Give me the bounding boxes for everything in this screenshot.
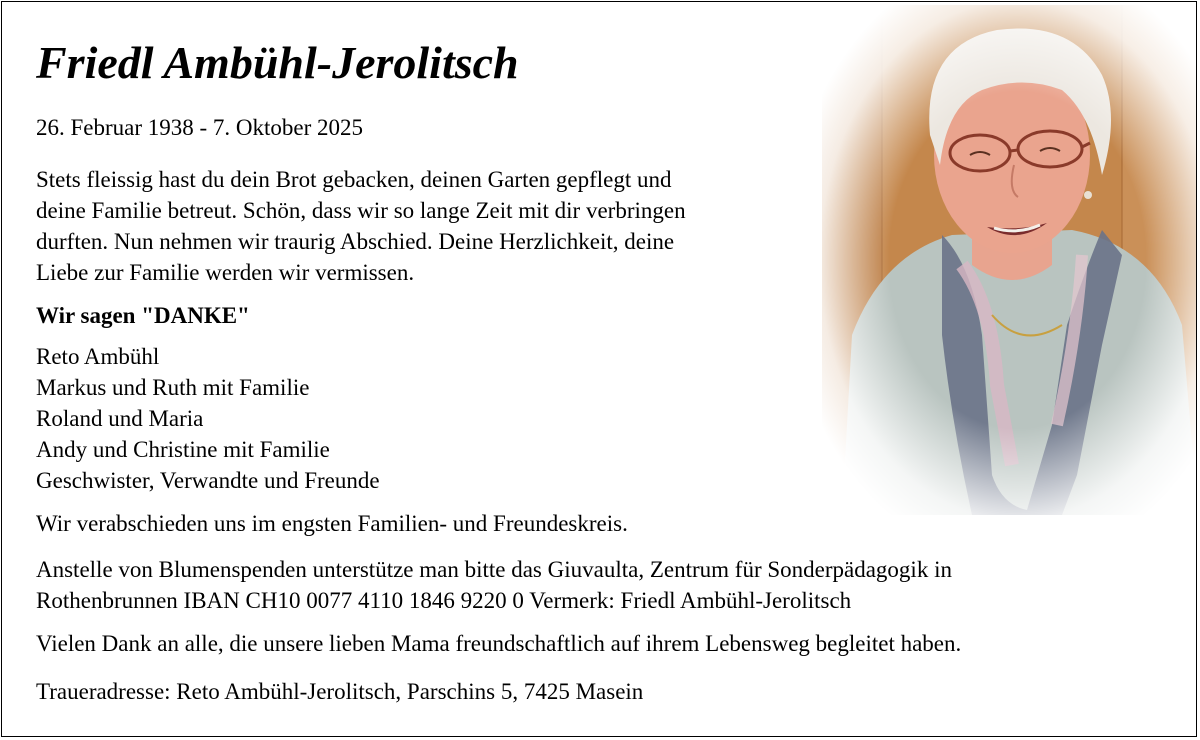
mourner-item: Reto Ambühl xyxy=(36,344,160,369)
donation-line: Anstelle von Blumenspenden unterstütze man bitte das Giuvaulta, Zentrum für Sonderpädagogik in xyxy=(36,557,952,582)
mourning-address: Traueradresse: Reto Ambühl-Jerolitsch, Parschins 5, 7425 Masein xyxy=(36,679,644,704)
farewell-text: Wir verabschieden uns im engsten Familien- und Freundeskreis. xyxy=(36,511,628,536)
tribute-line: durften. Nun nehmen wir traurig Abschied. Deine Herzlichkeit, deine xyxy=(36,229,675,254)
tribute-line: deine Familie betreut. Schön, dass wir so lange Zeit mit dir verbringen xyxy=(36,198,686,223)
tribute-line: Liebe zur Familie werden wir vermissen. xyxy=(36,260,415,285)
gratitude-text: Vielen Dank an alle, die unsere lieben Mama freundschaftlich auf ihrem Lebensweg begleitet haben. xyxy=(36,631,962,656)
life-dates: 26. Februar 1938 - 7. Oktober 2025 xyxy=(36,115,364,140)
portrait-photo xyxy=(822,5,1197,515)
donation-line: Rothenbrunnen IBAN CH10 0077 4110 1846 9220 0 Vermerk: Friedl Ambühl-Jerolitsch xyxy=(36,588,852,613)
mourners-list xyxy=(36,341,380,496)
mourner-item: Geschwister, Verwandte und Freunde xyxy=(36,468,380,493)
mourner-item: Roland und Maria xyxy=(36,406,204,431)
mourner-item: Andy und Christine mit Familie xyxy=(36,437,330,462)
mourner-item: Markus und Ruth mit Familie xyxy=(36,375,310,400)
thanks-heading: Wir sagen "DANKE" xyxy=(36,303,250,328)
deceased-name: Friedl Ambühl-Jerolitsch xyxy=(36,37,519,88)
obituary-notice xyxy=(1,1,1197,737)
tribute-line: Stets fleissig hast du dein Brot gebacken, deinen Garten gepflegt und xyxy=(36,167,672,192)
tribute-text xyxy=(36,164,816,288)
portrait-illustration xyxy=(822,5,1197,515)
donation-text xyxy=(36,554,952,616)
